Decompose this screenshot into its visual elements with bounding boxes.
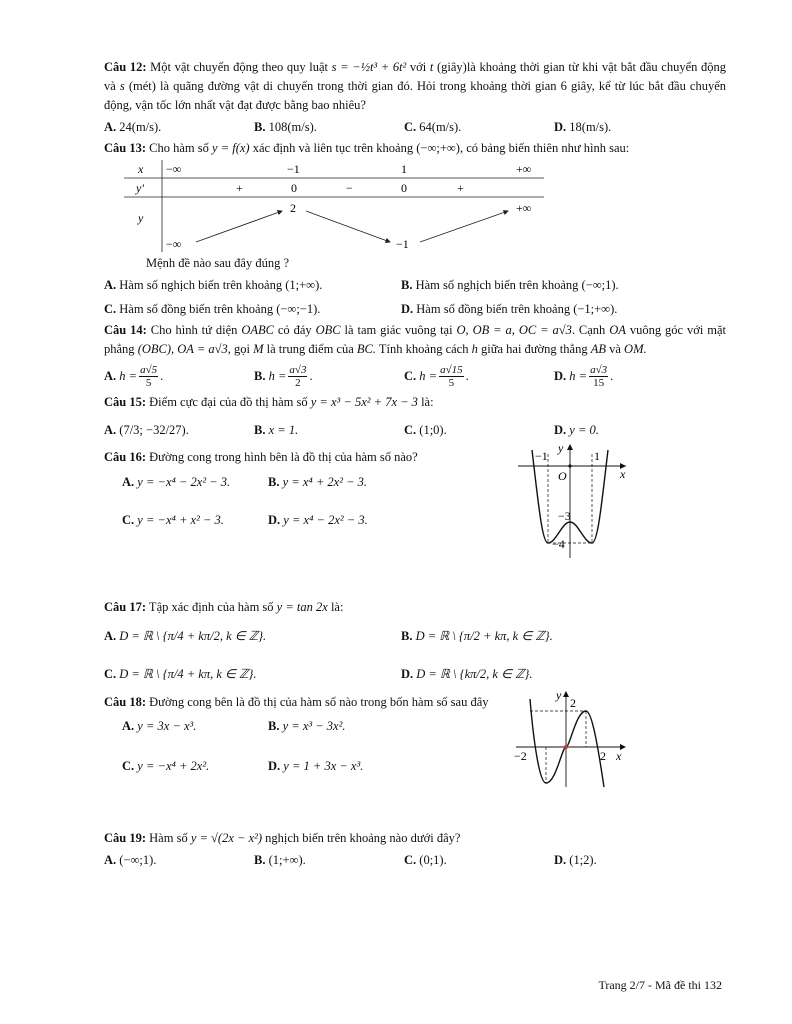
option-letter: A. [104, 369, 117, 383]
option-value: D = ℝ \ {π/4 + kπ, k ∈ ℤ}. [119, 667, 257, 681]
q17-label: Câu 17: [104, 600, 147, 614]
option-letter: C. [404, 853, 417, 867]
q13-option-c[interactable] [104, 297, 401, 321]
table-y-0: −∞ [166, 237, 182, 251]
q16-options-row1 [122, 467, 726, 497]
table-x-3: +∞ [516, 162, 532, 176]
table-yp-1: 0 [291, 181, 297, 195]
option-letter: C. [104, 667, 117, 681]
q14-bc: BC. [356, 342, 377, 356]
option-letter: C. [122, 513, 135, 527]
option-value: (1;+∞). [268, 853, 306, 867]
page-footer: Trang 2/7 - Mã đề thi 132 [598, 978, 722, 992]
q14-h: h [471, 342, 478, 356]
option-value: (−∞;1). [119, 853, 157, 867]
fraction-denominator: 2 [295, 376, 301, 389]
table-arrow-up-2 [420, 211, 508, 242]
q12-option-c[interactable] [404, 115, 554, 139]
question-17 [104, 598, 726, 693]
fraction-denominator: 5 [448, 376, 455, 389]
option-letter: D. [554, 369, 567, 383]
option-letter: D. [554, 853, 567, 867]
option-lhs: h = [119, 369, 138, 383]
q13-prompt: Mệnh đề nào sau đây đúng ? [146, 256, 290, 270]
q18-tick-y2: 2 [570, 696, 576, 710]
option-letter: B. [268, 719, 280, 733]
q18-label: Câu 18: [104, 695, 147, 709]
option-value: D = ℝ \ {kπ/2, k ∈ ℤ}. [416, 667, 533, 681]
q12-formula: s = −½t³ + 6t² [331, 60, 407, 74]
q16-tick-neg3: −3 [558, 509, 571, 523]
fraction-numerator: a√3 [590, 363, 608, 376]
table-x-label: x [138, 162, 144, 176]
option-value: 64(m/s). [419, 120, 462, 134]
table-yp-4: + [457, 181, 464, 195]
q14-text: vuông góc với mặt phẳng [104, 323, 726, 356]
option-value: y = 1 + 3x − x³. [283, 759, 364, 773]
q14-text: và [605, 342, 625, 356]
q14-oabc: OABC [241, 323, 274, 337]
table-x-1: −1 [287, 162, 300, 176]
q18-options-row1 [122, 712, 726, 740]
q13-interval: (−∞;+∞) [416, 141, 460, 155]
q14-option-a[interactable]: A. h = $\frac{a√5}{5}$ . [104, 359, 254, 393]
option-letter: D. [268, 759, 281, 773]
option-value: y = x³ − 3x². [282, 719, 346, 733]
q14-text: . Cạnh [571, 323, 610, 337]
fraction-numerator: a√15 [440, 363, 463, 376]
option-letter: C. [404, 423, 417, 437]
option-letter: C. [404, 369, 417, 383]
q18-option-a[interactable] [122, 712, 268, 740]
q15-text: Điểm cực đại của đồ thị hàm số [146, 395, 311, 409]
option-letter: C. [122, 759, 135, 773]
q16-graph [514, 440, 634, 562]
q14-obc: OBC [315, 323, 341, 337]
table-yp-0: + [236, 181, 243, 195]
table-yp-2: − [346, 181, 353, 195]
option-value: 108(m/s). [268, 120, 317, 134]
option-fraction [589, 364, 608, 389]
q19-option-b[interactable] [254, 848, 404, 872]
q14-o: O, [456, 323, 469, 337]
q18-tick-xneg2: −2 [514, 749, 527, 763]
q14-m: M [253, 342, 264, 356]
option-lhs: h = [419, 369, 438, 383]
q12-text: Một vật chuyển động theo quy luật [146, 60, 332, 74]
q14-option-c[interactable]: C. h = $\frac{a√15}{5}$ . [404, 359, 554, 393]
q15-formula: y = x³ − 5x² + 7x − 3 [310, 395, 418, 409]
option-value: D = ℝ \ {π/2 + kπ, k ∈ ℤ}. [415, 629, 553, 643]
q18-options-row2 [122, 752, 726, 780]
q18-option-c[interactable] [122, 752, 268, 780]
option-letter: B. [254, 369, 266, 383]
q14-text: , gọi [227, 342, 254, 356]
q17-options-row2 [104, 655, 726, 693]
option-value: Hàm số đồng biến trên khoảng (−∞;−1). [119, 302, 321, 316]
option-letter: B. [254, 120, 266, 134]
option-value: 18(m/s). [569, 120, 612, 134]
option-letter: A. [104, 629, 117, 643]
q18-option-b[interactable] [268, 712, 418, 740]
fraction-numerator: a√5 [140, 363, 158, 376]
q13-text-b: xác định và liên tục trên khoảng [249, 141, 417, 155]
option-letter: B. [401, 629, 413, 643]
option-value: D = ℝ \ {π/4 + kπ/2, k ∈ ℤ}. [119, 629, 267, 643]
exam-page [104, 58, 726, 872]
table-y-label: y [138, 211, 144, 225]
q14-om: OM. [624, 342, 647, 356]
option-value: y = x⁴ + 2x² − 3. [282, 475, 368, 489]
option-letter: B. [268, 475, 280, 489]
q16-label: Câu 16: [104, 450, 147, 464]
q18-option-d[interactable] [268, 752, 418, 780]
option-fraction [439, 364, 464, 389]
table-y-2: −1 [396, 237, 409, 251]
q12-options [104, 115, 726, 139]
fraction-denominator: 15 [593, 376, 605, 389]
q13-options-row2 [104, 297, 726, 321]
q17-formula: y = tan 2x [276, 600, 328, 614]
q13-options-row1 [104, 273, 726, 297]
q16-option-b[interactable] [268, 467, 418, 497]
q17-options-row1 [104, 617, 726, 655]
q16-option-d[interactable] [268, 505, 418, 535]
option-value: y = −x⁴ + 2x². [137, 759, 210, 773]
q16-option-c[interactable] [122, 505, 268, 535]
q12-var-t: t [429, 60, 434, 74]
option-value: x = 1. [268, 423, 299, 437]
q18-graph [512, 687, 632, 791]
q15-option-a[interactable] [104, 412, 254, 448]
option-letter: D. [554, 423, 567, 437]
q17-text: Tập xác định của hàm số [146, 600, 277, 614]
q18-y-label: y [556, 688, 562, 702]
table-yp-label: y′ [136, 181, 144, 195]
q14-option-b[interactable]: B. h = $\frac{a√3}{2}$ . [254, 359, 404, 393]
option-letter: A. [104, 278, 117, 292]
option-letter: D. [401, 667, 414, 681]
q16-option-a[interactable] [122, 467, 268, 497]
q15-option-b[interactable] [254, 412, 404, 448]
option-value: Hàm số đồng biến trên khoảng (−1;+∞). [416, 302, 618, 316]
q19-option-d[interactable] [554, 848, 704, 872]
q14-oa-length: OA = a√3 [174, 342, 228, 356]
q18-tick-x2: 2 [600, 749, 606, 763]
option-letter: A. [104, 853, 117, 867]
q19-text-b: nghịch biến trên khoảng nào dưới đây? [262, 831, 461, 845]
option-fraction [288, 364, 307, 389]
q12-option-b[interactable] [254, 115, 404, 139]
fraction-numerator: a√3 [289, 363, 307, 376]
question-12 [104, 58, 726, 139]
q12-option-a[interactable] [104, 115, 254, 139]
q12-text-b: với [406, 60, 430, 74]
q15-text-b: là: [417, 395, 434, 409]
q12-label: Câu 12: [104, 60, 147, 74]
option-value: y = 3x − x³. [137, 719, 197, 733]
fraction-denominator: 5 [145, 376, 152, 389]
option-value: (0;1). [419, 853, 447, 867]
q19-option-c[interactable] [404, 848, 554, 872]
q14-plane: (OBC), [137, 342, 175, 356]
option-letter: D. [268, 513, 281, 527]
q16-origin: O [558, 469, 567, 483]
q12-text-d: (mét) là quãng đường vật di chuyển trong thời gian đó. Hỏi trong khoảng thời gian 6 giây, kể từ lúc bắt đầu chuyển động, vận tốc lớn nhất vật đạt được bằng bao nhiêu? [104, 79, 726, 112]
question-13 [104, 139, 726, 321]
q14-text: giữa hai đường thẳng [477, 342, 591, 356]
table-arrow-up-1 [196, 211, 282, 242]
q15-label: Câu 15: [104, 395, 147, 409]
question-18 [104, 688, 726, 827]
q16-text: Đường cong trong hình bên là đồ thị của hàm số nào? [146, 450, 418, 464]
variation-table [124, 160, 554, 252]
q14-text: Cho hình tứ diện [146, 323, 242, 337]
option-lhs: h = [569, 369, 588, 383]
table-y-1: 2 [290, 201, 296, 215]
q16-tick-neg4: −4 [552, 537, 565, 551]
q14-text: có đáy [273, 323, 316, 337]
table-arrow-down [306, 211, 390, 242]
q14-text: là tam giác vuông tại [340, 323, 457, 337]
option-letter: C. [404, 120, 417, 134]
option-value: Hàm số nghịch biến trên khoảng (1;+∞). [119, 278, 323, 292]
option-letter: D. [554, 120, 567, 134]
q17-option-c[interactable] [104, 655, 401, 693]
q19-formula: y = √(2x − x²) [190, 831, 263, 845]
q14-ab: AB [590, 342, 606, 356]
option-fraction [139, 364, 158, 389]
q14-options [104, 359, 726, 393]
q13-text-c: , có bảng biến thiên như hình sau: [459, 141, 630, 155]
table-x-2: 1 [401, 162, 407, 176]
option-value: y = −x⁴ + x² − 3. [137, 513, 224, 527]
question-14 [104, 321, 726, 393]
q16-tick-1: 1 [594, 449, 600, 463]
q13-formula: y = f(x) [212, 141, 250, 155]
q12-option-d[interactable] [554, 115, 704, 139]
option-letter: B. [254, 853, 266, 867]
q16-options-row2 [122, 505, 726, 535]
q19-label: Câu 19: [104, 831, 147, 845]
option-letter: A. [104, 120, 117, 134]
option-value: y = −x⁴ − 2x² − 3. [137, 475, 231, 489]
q13-option-d[interactable] [401, 297, 698, 321]
q12-var-s: s [119, 79, 125, 93]
option-value: (7/3; −32/27). [119, 423, 189, 437]
option-value: (1;2). [569, 853, 597, 867]
q18-curve [530, 699, 604, 787]
option-lhs: h = [268, 369, 287, 383]
question-16 [104, 441, 726, 598]
q12-text-c: (giây)là khoảng thời gian từ khi vật bắt đầu chuyển động và [104, 60, 726, 93]
q17-option-b[interactable] [401, 617, 698, 655]
q13-option-a[interactable] [104, 273, 401, 297]
q18-x-label: x [616, 749, 622, 763]
q19-text: Hàm số [146, 831, 191, 845]
option-letter: B. [401, 278, 413, 292]
option-value: 24(m/s). [119, 120, 162, 134]
option-letter: C. [104, 302, 117, 316]
option-letter: A. [122, 475, 135, 489]
option-letter: D. [401, 302, 414, 316]
table-y-3: +∞ [516, 201, 532, 215]
q14-option-d[interactable]: D. h = $\frac{a√3}{15}$ . [554, 359, 704, 393]
table-x-0: −∞ [166, 162, 182, 176]
q13-text: Cho hàm số [146, 141, 213, 155]
q14-lengths: OB = a, OC = a√3 [468, 323, 572, 337]
option-letter: A. [122, 719, 135, 733]
option-value: Hàm số nghịch biến trên khoảng (−∞;1). [415, 278, 619, 292]
q17-option-a[interactable] [104, 617, 401, 655]
option-letter: B. [254, 423, 266, 437]
option-value: (1;0). [419, 423, 447, 437]
option-value: y = x⁴ − 2x² − 3. [283, 513, 368, 527]
q13-option-b[interactable] [401, 273, 698, 297]
q19-option-a[interactable] [104, 848, 254, 872]
q19-options [104, 848, 726, 872]
option-letter: A. [104, 423, 117, 437]
q13-label: Câu 13: [104, 141, 147, 155]
question-19 [104, 829, 726, 872]
option-value: y = 0. [569, 423, 599, 437]
q14-text: là trung điểm của [263, 342, 357, 356]
q16-y-label: y [558, 441, 564, 455]
q16-x-label: x [620, 467, 626, 481]
q14-text: Tính khoảng cách [376, 342, 472, 356]
q17-text-b: là: [327, 600, 344, 614]
table-yp-3: 0 [401, 181, 407, 195]
q18-text: Đường cong bên là đồ thị của hàm số nào trong bốn hàm số sau đây [146, 695, 489, 709]
q14-label: Câu 14: [104, 323, 147, 337]
q14-oa: OA [609, 323, 626, 337]
q16-tick-neg1: −1 [535, 449, 548, 463]
